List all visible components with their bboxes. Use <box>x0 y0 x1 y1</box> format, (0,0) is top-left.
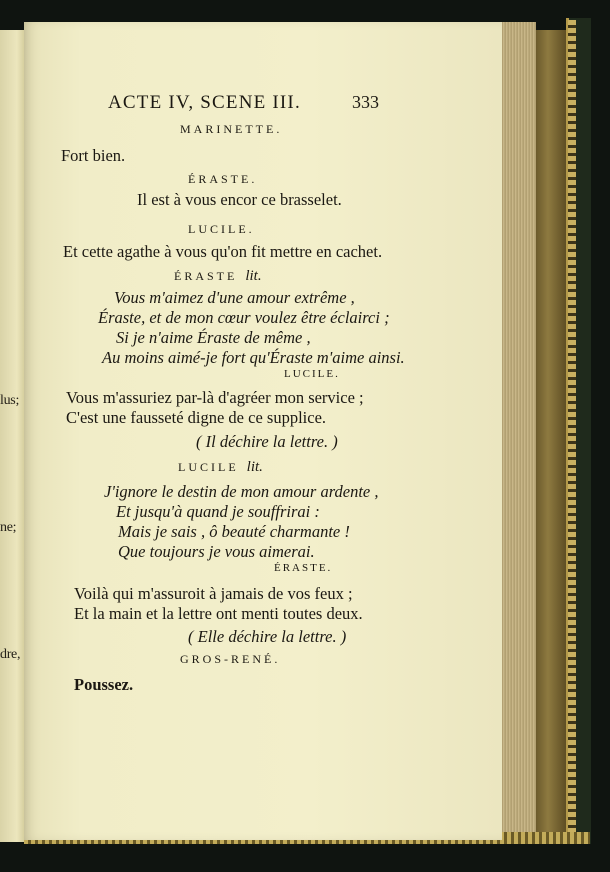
speaker-heading <box>174 267 262 285</box>
verse-line: C'est une fausseté digne de ce supplice. <box>66 408 327 427</box>
letter-line: Et jusqu'à quand je souffrirai : <box>116 502 320 521</box>
gilt-edge <box>536 30 566 836</box>
cover-border-ornament <box>568 20 576 840</box>
verse-line: Fort bien. <box>61 146 126 165</box>
stage-direction: ( Elle déchire la lettre. ) <box>188 627 347 646</box>
speaker-name: GROS-RENÉ. <box>180 652 281 666</box>
letter-line: Au moins aimé-je fort qu'Éraste m'aime ainsi. <box>102 348 405 367</box>
speaker-name: MARINETTE. <box>180 122 283 136</box>
stage-direction: lit. <box>245 268 262 284</box>
speaker-name: ÉRASTE <box>174 269 238 283</box>
speaker-heading <box>178 458 263 476</box>
previous-page-edge <box>0 30 24 842</box>
verse-line: Vous m'assuriez par-là d'agréer mon service ; <box>66 388 364 407</box>
speaker-name: LUCILE <box>178 460 239 474</box>
verse-line: Et cette agathe à vous qu'on fit mettre en cachet. <box>63 242 383 261</box>
speaker-name: LUCILE. <box>284 368 340 380</box>
letter-line: Vous m'aimez d'une amour extrême , <box>114 288 355 307</box>
verse-line: Voilà qui m'assuroit à jamais de vos feux ; <box>74 584 353 603</box>
running-title: ACTE IV, SCENE III. <box>108 92 301 113</box>
verse-line: Et la main et la lettre ont menti toutes deux. <box>74 604 363 623</box>
page-number: 333 <box>352 92 379 112</box>
letter-line: J'ignore le destin de mon amour ardente , <box>104 482 379 501</box>
stage-direction: ( Il déchire la lettre. ) <box>196 432 338 451</box>
letter-line: Mais je sais , ô beauté charmante ! <box>118 522 350 541</box>
speaker-name: LUCILE. <box>188 222 255 236</box>
letter-line: Éraste, et de mon cœur voulez être éclairci ; <box>98 308 390 327</box>
verse-line: Il est à vous encor ce brasselet. <box>137 190 342 209</box>
speaker-name: ÉRASTE. <box>274 562 333 574</box>
page-edges <box>500 22 536 840</box>
margin-fragment: lus; <box>0 393 20 408</box>
stage-direction: lit. <box>246 459 263 475</box>
letter-line: Que toujours je vous aimerai. <box>118 542 315 561</box>
verse-line: Poussez. <box>74 675 134 694</box>
letter-line: Si je n'aime Éraste de même , <box>116 328 311 347</box>
book-page <box>24 22 502 840</box>
margin-fragment: ne; <box>0 520 17 535</box>
speaker-name: ÉRASTE. <box>188 172 258 186</box>
margin-fragment: dre, <box>0 647 21 662</box>
